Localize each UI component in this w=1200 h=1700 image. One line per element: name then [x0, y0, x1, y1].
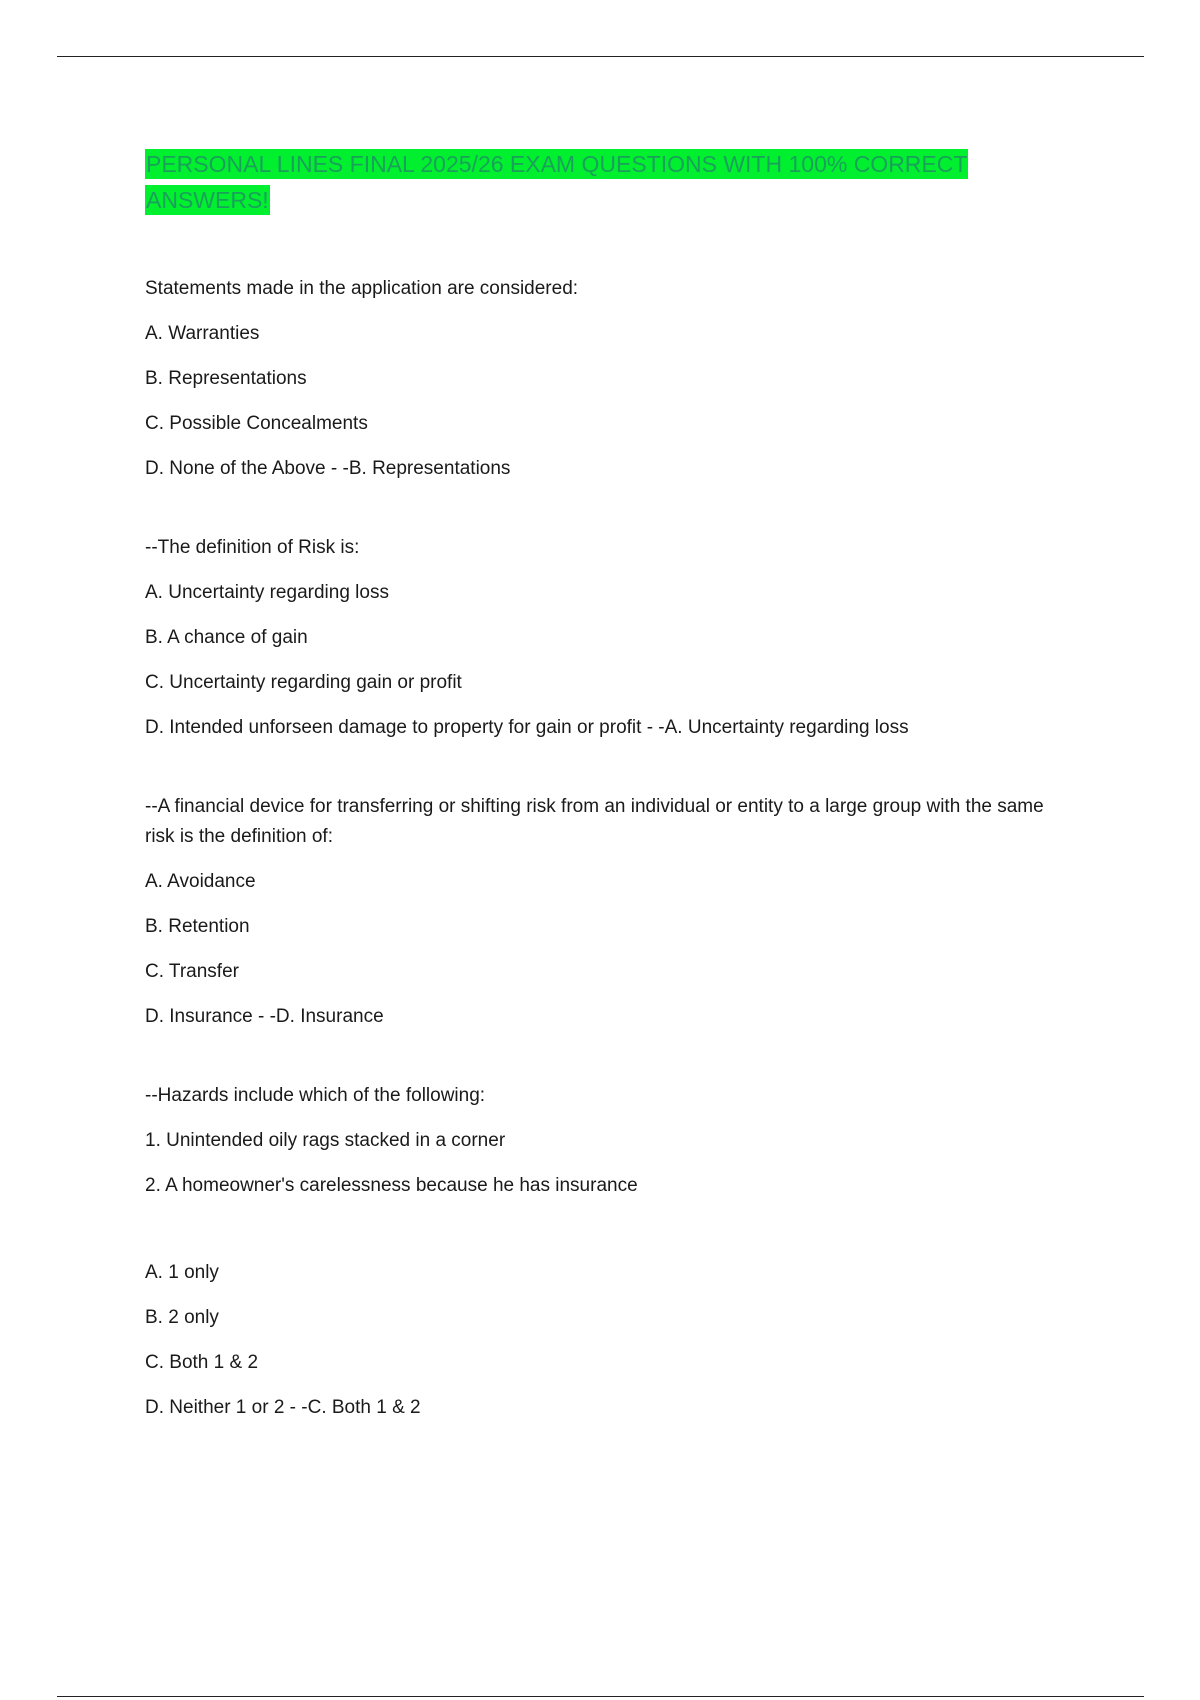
question-statement: 1. Unintended oily rags stacked in a corner — [145, 1130, 506, 1151]
answer-option-with-correct-answer: D. Intended unforseen damage to property for gain or profit - -A. Uncertainty regarding loss — [145, 717, 909, 738]
question-stem: --A financial device for transferring or shifting risk from an individual or entity to a large group with the same risk is the definition of: — [145, 796, 1044, 847]
answer-option-with-correct-answer: D. Insurance - -D. Insurance — [145, 1006, 384, 1027]
answer-option: A. Uncertainty regarding loss — [145, 582, 389, 603]
answer-option: B. A chance of gain — [145, 627, 308, 648]
question-stem: --Hazards include which of the following: — [145, 1085, 486, 1106]
answer-option: A. Avoidance — [145, 871, 256, 892]
question-1 — [145, 274, 1075, 484]
question-3 — [145, 792, 1075, 1032]
question-stem: Statements made in the application are considered: — [145, 278, 579, 299]
answer-option: B. 2 only — [145, 1307, 219, 1328]
blank-line — [145, 1216, 1075, 1258]
question-2 — [145, 533, 1075, 743]
footer-rule — [57, 1696, 1144, 1697]
question-list — [145, 274, 1075, 1423]
document-title — [145, 146, 1005, 218]
answer-option: B. Retention — [145, 916, 250, 937]
answer-option: C. Possible Concealments — [145, 413, 368, 434]
document-title-highlight: PERSONAL LINES FINAL 2025/26 EXAM QUESTIONS WITH 100% CORRECT ANSWERS! — [146, 151, 968, 213]
answer-option: C. Both 1 & 2 — [145, 1352, 259, 1373]
answer-option: C. Transfer — [145, 961, 239, 982]
question-stem: --The definition of Risk is: — [145, 537, 360, 558]
answer-option: B. Representations — [145, 368, 307, 389]
question-4 — [145, 1081, 1075, 1423]
answer-option: A. 1 only — [145, 1262, 219, 1283]
header-rule — [57, 56, 1144, 57]
document-body — [145, 146, 1075, 1472]
answer-option: A. Warranties — [145, 323, 260, 344]
question-statement: 2. A homeowner's carelessness because he has insurance — [145, 1175, 638, 1196]
answer-option: C. Uncertainty regarding gain or profit — [145, 672, 462, 693]
answer-option-with-correct-answer: D. Neither 1 or 2 - -C. Both 1 & 2 — [145, 1397, 421, 1418]
answer-option-with-correct-answer: D. None of the Above - -B. Representations — [145, 458, 511, 479]
